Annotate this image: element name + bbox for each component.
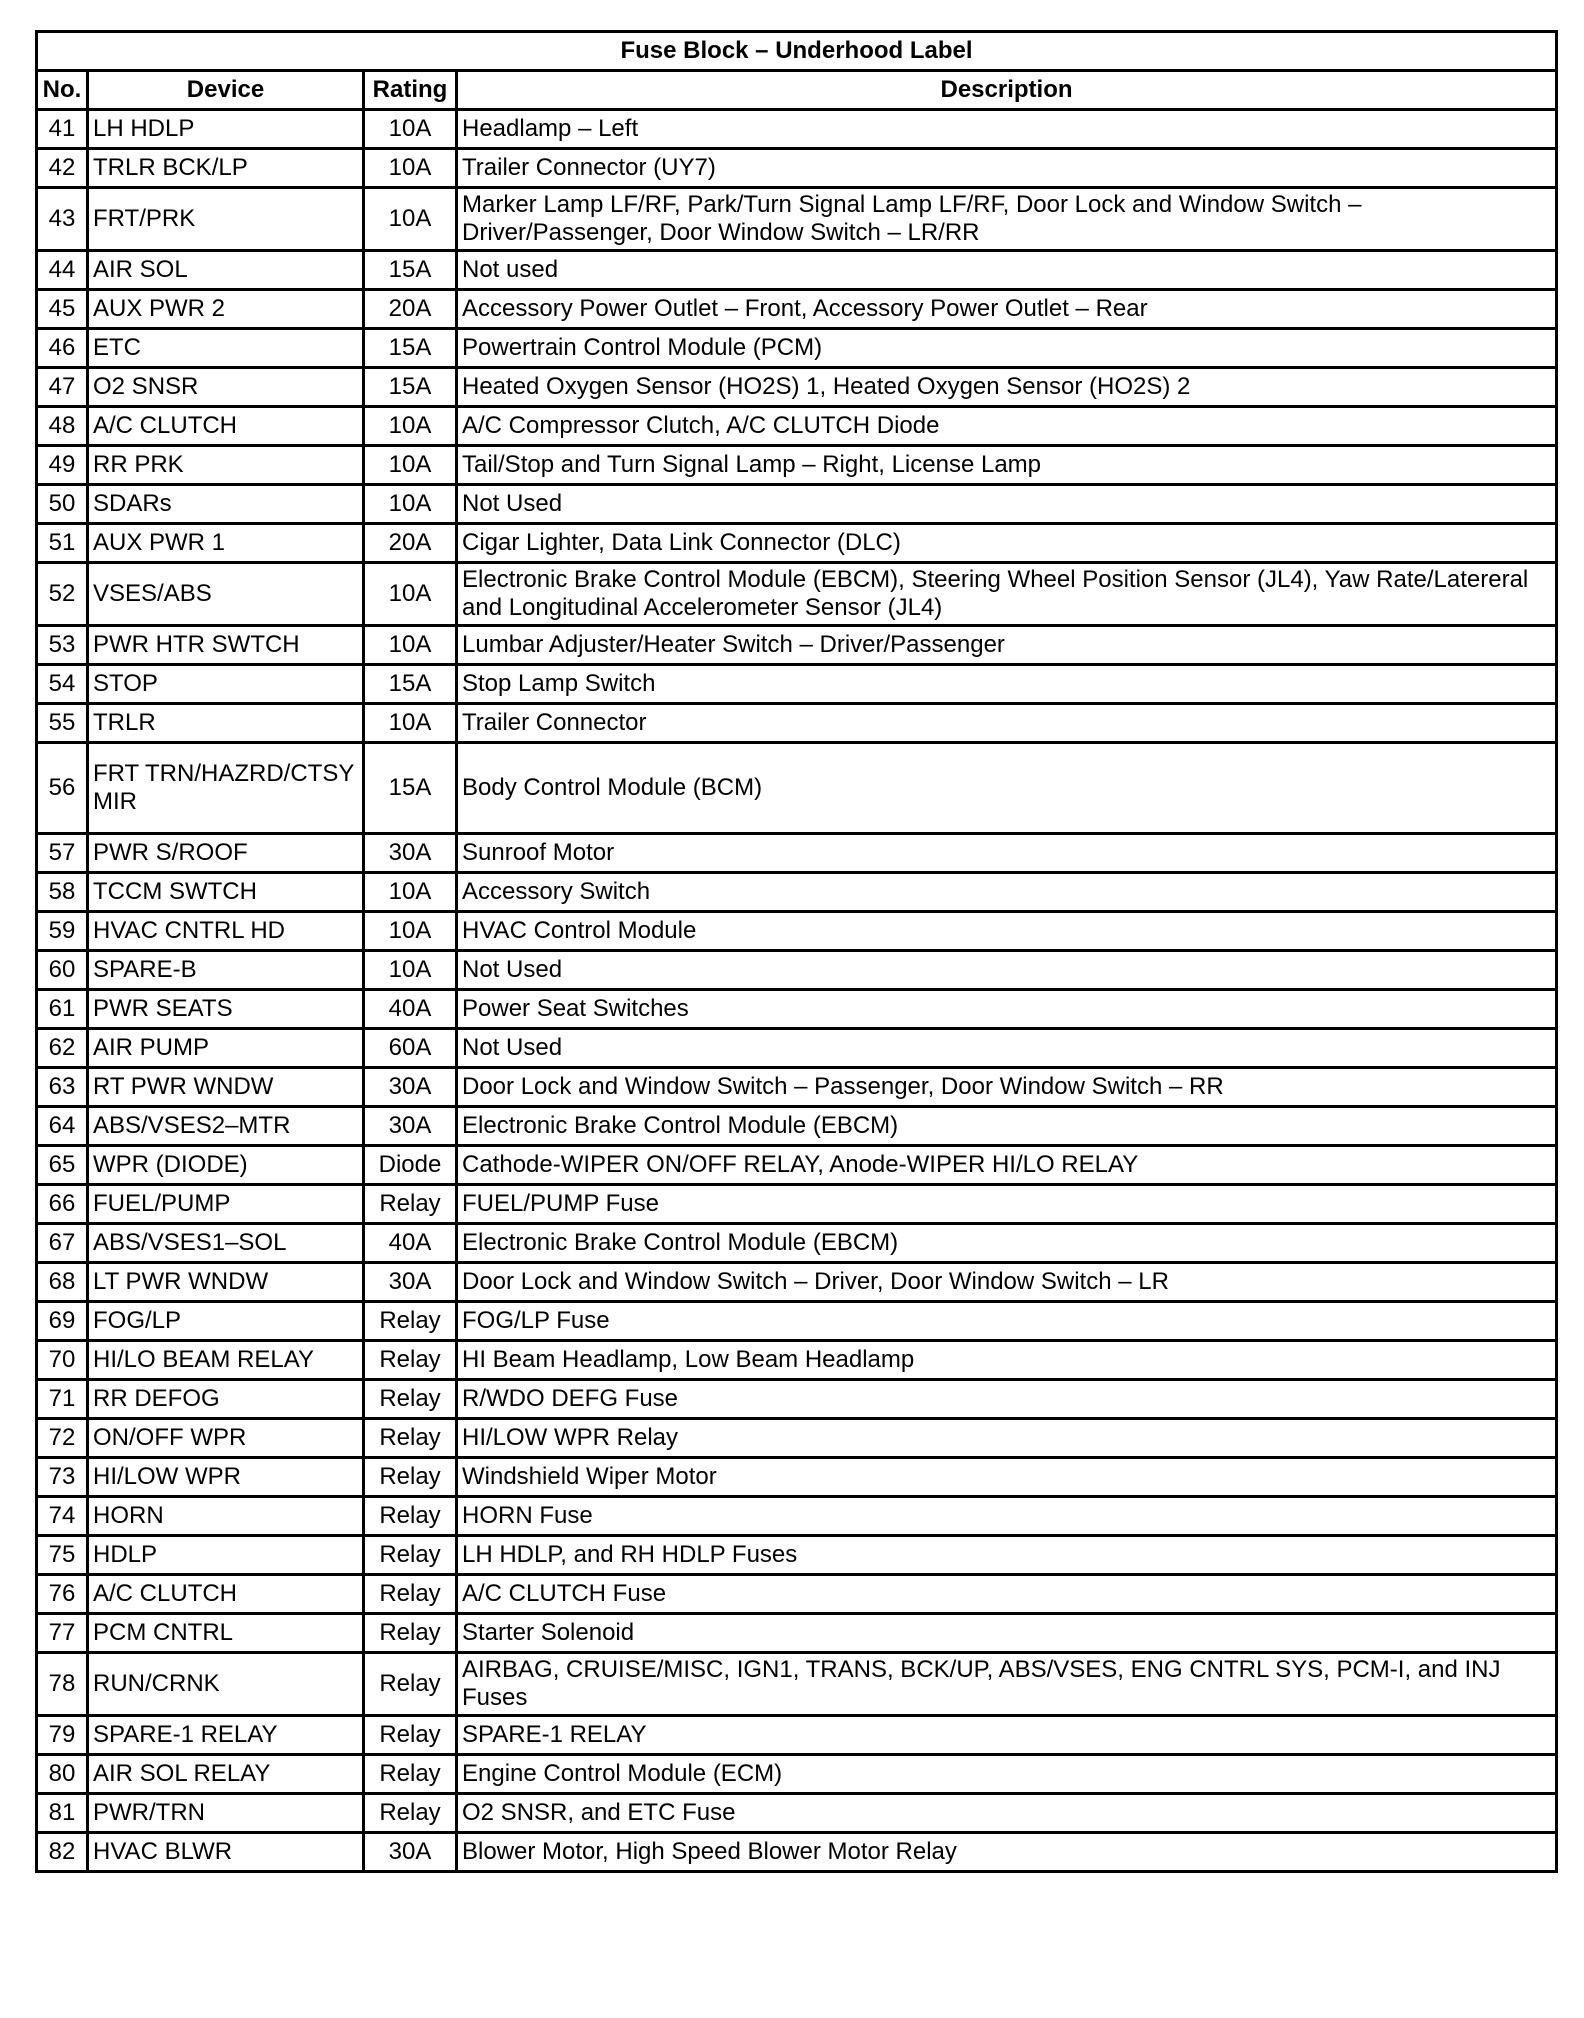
cell-description: Not Used: [457, 485, 1557, 524]
cell-device: RUN/CRNK: [88, 1653, 364, 1716]
cell-no: 41: [37, 110, 88, 149]
cell-description: O2 SNSR, and ETC Fuse: [457, 1794, 1557, 1833]
cell-rating: Relay: [364, 1755, 457, 1794]
cell-description: Stop Lamp Switch: [457, 665, 1557, 704]
cell-device: O2 SNSR: [88, 368, 364, 407]
column-header-device: Device: [88, 71, 364, 110]
table-row: [37, 329, 1557, 368]
cell-description: LH HDLP, and RH HDLP Fuses: [457, 1536, 1557, 1575]
cell-device: TRLR BCK/LP: [88, 149, 364, 188]
table-row: [37, 1107, 1557, 1146]
cell-description: A/C CLUTCH Fuse: [457, 1575, 1557, 1614]
cell-description: Tail/Stop and Turn Signal Lamp – Right, License Lamp: [457, 446, 1557, 485]
cell-rating: 30A: [364, 1833, 457, 1872]
cell-description: HVAC Control Module: [457, 912, 1557, 951]
cell-no: 71: [37, 1380, 88, 1419]
cell-rating: Relay: [364, 1419, 457, 1458]
cell-rating: 10A: [364, 626, 457, 665]
cell-description: Electronic Brake Control Module (EBCM), Steering Wheel Position Sensor (JL4), Yaw Rate/Latereral and Longitudinal Accelerometer Sensor (JL4): [457, 563, 1557, 626]
cell-device: PWR/TRN: [88, 1794, 364, 1833]
cell-no: 46: [37, 329, 88, 368]
cell-device: SPARE-B: [88, 951, 364, 990]
cell-description: Lumbar Adjuster/Heater Switch – Driver/Passenger: [457, 626, 1557, 665]
cell-rating: 30A: [364, 1263, 457, 1302]
cell-no: 54: [37, 665, 88, 704]
table-row: [37, 834, 1557, 873]
cell-no: 78: [37, 1653, 88, 1716]
cell-no: 52: [37, 563, 88, 626]
cell-description: SPARE-1 RELAY: [457, 1716, 1557, 1755]
cell-rating: Relay: [364, 1380, 457, 1419]
cell-device: TCCM SWTCH: [88, 873, 364, 912]
cell-rating: Relay: [364, 1497, 457, 1536]
cell-description: Accessory Power Outlet – Front, Accessory Power Outlet – Rear: [457, 290, 1557, 329]
cell-device: RT PWR WNDW: [88, 1068, 364, 1107]
cell-no: 72: [37, 1419, 88, 1458]
cell-device: AIR SOL RELAY: [88, 1755, 364, 1794]
cell-device: ABS/VSES2–MTR: [88, 1107, 364, 1146]
cell-description: Not used: [457, 251, 1557, 290]
cell-rating: 10A: [364, 485, 457, 524]
cell-no: 50: [37, 485, 88, 524]
table-row: [37, 1029, 1557, 1068]
cell-rating: Relay: [364, 1185, 457, 1224]
cell-device: HI/LOW WPR: [88, 1458, 364, 1497]
table-row: [37, 665, 1557, 704]
table-row: [37, 368, 1557, 407]
cell-description: FUEL/PUMP Fuse: [457, 1185, 1557, 1224]
cell-device: RR DEFOG: [88, 1380, 364, 1419]
table-row: [37, 1263, 1557, 1302]
cell-device: LH HDLP: [88, 110, 364, 149]
cell-device: FUEL/PUMP: [88, 1185, 364, 1224]
cell-no: 58: [37, 873, 88, 912]
cell-device: AUX PWR 1: [88, 524, 364, 563]
cell-device: A/C CLUTCH: [88, 1575, 364, 1614]
cell-no: 64: [37, 1107, 88, 1146]
cell-rating: Relay: [364, 1716, 457, 1755]
cell-device: PWR HTR SWTCH: [88, 626, 364, 665]
cell-device: WPR (DIODE): [88, 1146, 364, 1185]
cell-description: Starter Solenoid: [457, 1614, 1557, 1653]
cell-rating: Relay: [364, 1341, 457, 1380]
table-row: [37, 1497, 1557, 1536]
cell-no: 56: [37, 743, 88, 834]
cell-no: 75: [37, 1536, 88, 1575]
cell-description: Not Used: [457, 951, 1557, 990]
cell-device: PCM CNTRL: [88, 1614, 364, 1653]
cell-rating: 10A: [364, 912, 457, 951]
table-body: [37, 110, 1557, 1872]
cell-rating: 30A: [364, 1068, 457, 1107]
cell-rating: 10A: [364, 188, 457, 251]
cell-rating: 10A: [364, 407, 457, 446]
table-row: [37, 1146, 1557, 1185]
table-row: [37, 524, 1557, 563]
table-row: [37, 1302, 1557, 1341]
table-row: [37, 1185, 1557, 1224]
cell-description: AIRBAG, CRUISE/MISC, IGN1, TRANS, BCK/UP, ABS/VSES, ENG CNTRL SYS, PCM-I, and INJ Fuses: [457, 1653, 1557, 1716]
table-row: [37, 1614, 1557, 1653]
cell-description: Door Lock and Window Switch – Driver, Door Window Switch – LR: [457, 1263, 1557, 1302]
table-row: [37, 290, 1557, 329]
cell-rating: 15A: [364, 251, 457, 290]
cell-no: 67: [37, 1224, 88, 1263]
cell-description: Windshield Wiper Motor: [457, 1458, 1557, 1497]
cell-device: A/C CLUTCH: [88, 407, 364, 446]
cell-rating: 10A: [364, 149, 457, 188]
table-title: Fuse Block – Underhood Label: [37, 32, 1557, 71]
table-row: [37, 873, 1557, 912]
header-row: [37, 71, 1557, 110]
cell-description: HI Beam Headlamp, Low Beam Headlamp: [457, 1341, 1557, 1380]
table-row: [37, 1419, 1557, 1458]
cell-no: 76: [37, 1575, 88, 1614]
cell-no: 65: [37, 1146, 88, 1185]
cell-no: 74: [37, 1497, 88, 1536]
table-row: [37, 1536, 1557, 1575]
cell-no: 62: [37, 1029, 88, 1068]
cell-description: Marker Lamp LF/RF, Park/Turn Signal Lamp LF/RF, Door Lock and Window Switch – Driver/Passenger, Door Window Switch – LR/RR: [457, 188, 1557, 251]
column-header-description: Description: [457, 71, 1557, 110]
cell-rating: 15A: [364, 743, 457, 834]
cell-no: 81: [37, 1794, 88, 1833]
cell-rating: 20A: [364, 290, 457, 329]
table-row: [37, 1794, 1557, 1833]
table-row: [37, 1716, 1557, 1755]
cell-no: 70: [37, 1341, 88, 1380]
cell-rating: Relay: [364, 1575, 457, 1614]
cell-description: Electronic Brake Control Module (EBCM): [457, 1224, 1557, 1263]
cell-description: Blower Motor, High Speed Blower Motor Relay: [457, 1833, 1557, 1872]
cell-description: FOG/LP Fuse: [457, 1302, 1557, 1341]
cell-rating: Relay: [364, 1458, 457, 1497]
table-row: [37, 1341, 1557, 1380]
cell-rating: 30A: [364, 1107, 457, 1146]
cell-device: AIR PUMP: [88, 1029, 364, 1068]
cell-no: 43: [37, 188, 88, 251]
cell-description: Engine Control Module (ECM): [457, 1755, 1557, 1794]
cell-rating: 60A: [364, 1029, 457, 1068]
table-row: [37, 951, 1557, 990]
cell-no: 82: [37, 1833, 88, 1872]
table-row: [37, 485, 1557, 524]
cell-description: HI/LOW WPR Relay: [457, 1419, 1557, 1458]
cell-device: HVAC CNTRL HD: [88, 912, 364, 951]
cell-device: SDARs: [88, 485, 364, 524]
table-row: [37, 1380, 1557, 1419]
table-row: [37, 563, 1557, 626]
cell-device: STOP: [88, 665, 364, 704]
cell-description: Cathode-WIPER ON/OFF RELAY, Anode-WIPER HI/LO RELAY: [457, 1146, 1557, 1185]
cell-description: Headlamp – Left: [457, 110, 1557, 149]
cell-device: ABS/VSES1–SOL: [88, 1224, 364, 1263]
table-row: [37, 1575, 1557, 1614]
cell-no: 47: [37, 368, 88, 407]
table-row: [37, 407, 1557, 446]
table-row: [37, 1068, 1557, 1107]
cell-rating: 10A: [364, 563, 457, 626]
cell-device: FRT TRN/HAZRD/CTSY MIR: [88, 743, 364, 834]
cell-no: 59: [37, 912, 88, 951]
cell-no: 53: [37, 626, 88, 665]
cell-device: TRLR: [88, 704, 364, 743]
cell-no: 63: [37, 1068, 88, 1107]
cell-no: 45: [37, 290, 88, 329]
cell-description: Electronic Brake Control Module (EBCM): [457, 1107, 1557, 1146]
cell-description: Heated Oxygen Sensor (HO2S) 1, Heated Oxygen Sensor (HO2S) 2: [457, 368, 1557, 407]
cell-rating: 15A: [364, 665, 457, 704]
cell-description: Trailer Connector (UY7): [457, 149, 1557, 188]
cell-device: ON/OFF WPR: [88, 1419, 364, 1458]
cell-rating: Relay: [364, 1794, 457, 1833]
table-row: [37, 188, 1557, 251]
cell-device: HVAC BLWR: [88, 1833, 364, 1872]
cell-device: PWR SEATS: [88, 990, 364, 1029]
cell-no: 69: [37, 1302, 88, 1341]
cell-device: ETC: [88, 329, 364, 368]
cell-description: Accessory Switch: [457, 873, 1557, 912]
cell-no: 60: [37, 951, 88, 990]
cell-device: LT PWR WNDW: [88, 1263, 364, 1302]
cell-description: R/WDO DEFG Fuse: [457, 1380, 1557, 1419]
cell-device: AIR SOL: [88, 251, 364, 290]
cell-rating: Diode: [364, 1146, 457, 1185]
cell-no: 57: [37, 834, 88, 873]
cell-description: Trailer Connector: [457, 704, 1557, 743]
cell-rating: 40A: [364, 1224, 457, 1263]
cell-description: Not Used: [457, 1029, 1557, 1068]
cell-description: Body Control Module (BCM): [457, 743, 1557, 834]
cell-rating: 10A: [364, 110, 457, 149]
table-row: [37, 704, 1557, 743]
cell-device: VSES/ABS: [88, 563, 364, 626]
cell-no: 77: [37, 1614, 88, 1653]
cell-no: 48: [37, 407, 88, 446]
cell-rating: Relay: [364, 1536, 457, 1575]
cell-rating: Relay: [364, 1614, 457, 1653]
cell-no: 42: [37, 149, 88, 188]
cell-no: 66: [37, 1185, 88, 1224]
cell-description: Cigar Lighter, Data Link Connector (DLC): [457, 524, 1557, 563]
cell-rating: 10A: [364, 446, 457, 485]
cell-rating: 10A: [364, 704, 457, 743]
table-row: [37, 743, 1557, 834]
cell-description: HORN Fuse: [457, 1497, 1557, 1536]
table-row: [37, 251, 1557, 290]
column-header-rating: Rating: [364, 71, 457, 110]
cell-rating: 10A: [364, 873, 457, 912]
cell-no: 55: [37, 704, 88, 743]
cell-rating: 15A: [364, 368, 457, 407]
cell-rating: Relay: [364, 1653, 457, 1716]
cell-no: 68: [37, 1263, 88, 1302]
table-row: [37, 1833, 1557, 1872]
cell-no: 79: [37, 1716, 88, 1755]
cell-rating: 10A: [364, 951, 457, 990]
cell-rating: 30A: [364, 834, 457, 873]
cell-description: A/C Compressor Clutch, A/C CLUTCH Diode: [457, 407, 1557, 446]
cell-device: SPARE-1 RELAY: [88, 1716, 364, 1755]
table-row: [37, 110, 1557, 149]
cell-device: FRT/PRK: [88, 188, 364, 251]
cell-rating: 15A: [364, 329, 457, 368]
table-row: [37, 1458, 1557, 1497]
table-row: [37, 990, 1557, 1029]
cell-device: HI/LO BEAM RELAY: [88, 1341, 364, 1380]
cell-device: HORN: [88, 1497, 364, 1536]
cell-device: RR PRK: [88, 446, 364, 485]
table-row: [37, 149, 1557, 188]
cell-no: 80: [37, 1755, 88, 1794]
cell-rating: Relay: [364, 1302, 457, 1341]
table-row: [37, 1653, 1557, 1716]
cell-no: 61: [37, 990, 88, 1029]
table-row: [37, 1224, 1557, 1263]
cell-rating: 20A: [364, 524, 457, 563]
cell-no: 73: [37, 1458, 88, 1497]
cell-description: Power Seat Switches: [457, 990, 1557, 1029]
table-row: [37, 912, 1557, 951]
title-row: [37, 32, 1557, 71]
cell-description: Sunroof Motor: [457, 834, 1557, 873]
column-header-no: No.: [37, 71, 88, 110]
table-row: [37, 626, 1557, 665]
table-row: [37, 1755, 1557, 1794]
cell-device: PWR S/ROOF: [88, 834, 364, 873]
cell-no: 51: [37, 524, 88, 563]
cell-rating: 40A: [364, 990, 457, 1029]
table-row: [37, 446, 1557, 485]
cell-description: Powertrain Control Module (PCM): [457, 329, 1557, 368]
cell-no: 49: [37, 446, 88, 485]
cell-device: HDLP: [88, 1536, 364, 1575]
cell-description: Door Lock and Window Switch – Passenger, Door Window Switch – RR: [457, 1068, 1557, 1107]
cell-no: 44: [37, 251, 88, 290]
cell-device: AUX PWR 2: [88, 290, 364, 329]
cell-device: FOG/LP: [88, 1302, 364, 1341]
fuse-block-table: [35, 30, 1558, 1873]
